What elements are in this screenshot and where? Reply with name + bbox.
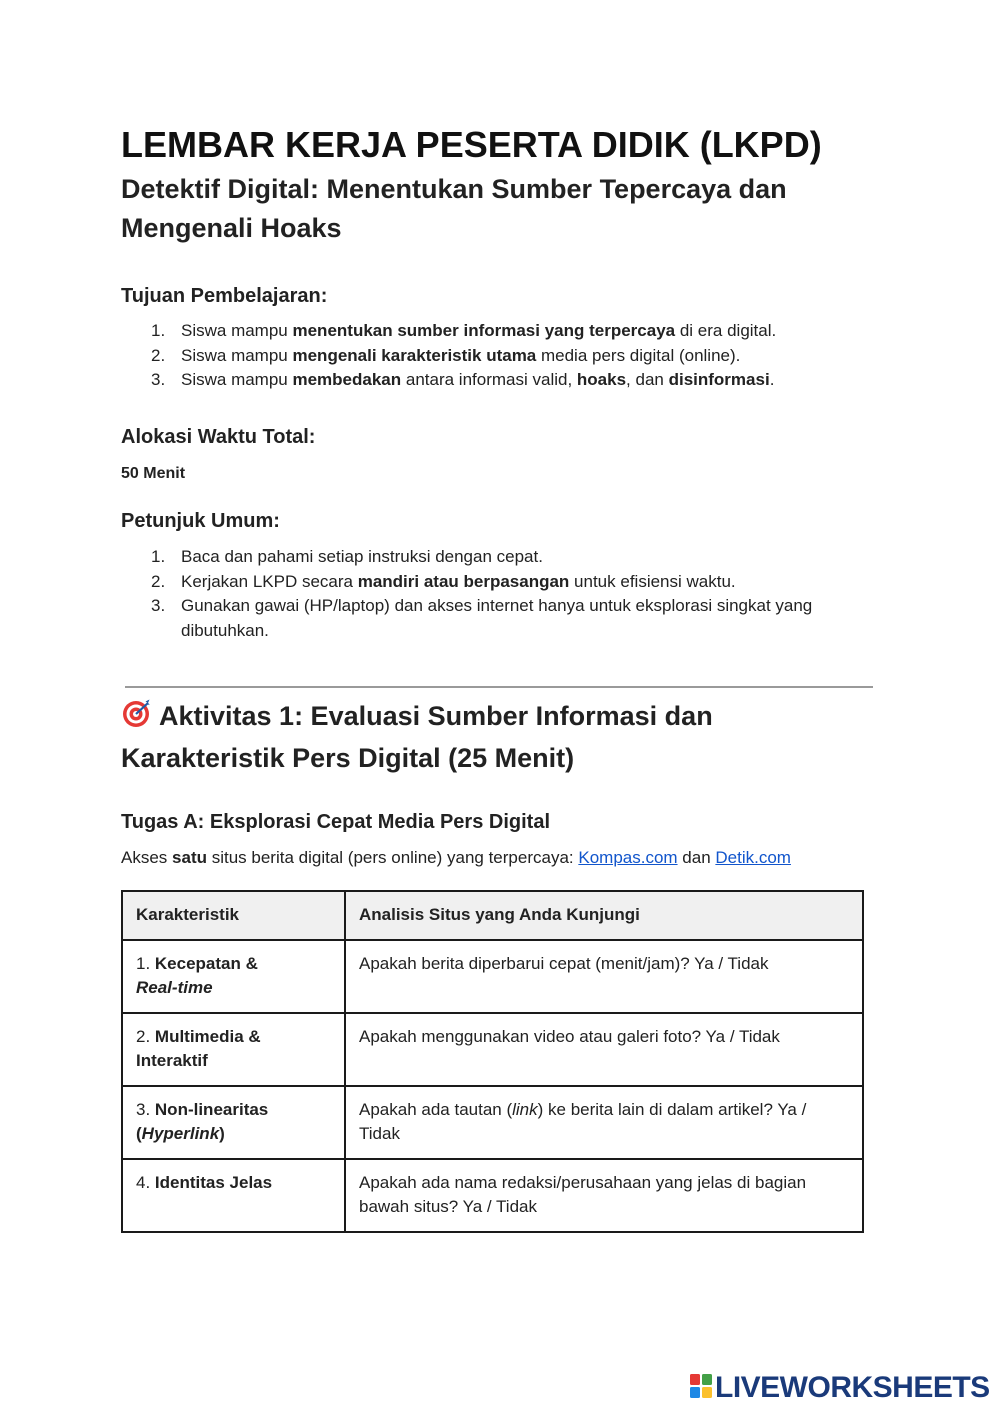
tujuan-list xyxy=(121,319,881,393)
table-cell: 3. Non-linearitas (Hyperlink) xyxy=(122,1086,345,1159)
list-item: 2. Kerjakan LKPD secara mandiri atau berpasangan untuk efisiensi waktu. xyxy=(151,571,736,591)
tugas-a-intro: Akses satu situs berita digital (pers online) yang terpercaya: Kompas.com dan Detik.com xyxy=(121,848,791,867)
table-cell: 4. Identitas Jelas xyxy=(122,1159,345,1232)
table-cell: Apakah ada tautan (link) ke berita lain di dalam artikel? Ya / Tidak xyxy=(345,1086,863,1159)
aktivitas-1-title: Aktivitas 1: Evaluasi Sumber Informasi dan Karakteristik Pers Digital (25 Menit) xyxy=(121,701,713,773)
table-cell: Apakah menggunakan video atau galeri foto? Ya / Tidak xyxy=(345,1013,863,1086)
petunjuk-heading: Petunjuk Umum: xyxy=(121,510,280,532)
table-header-row xyxy=(122,891,863,940)
liveworksheets-logo-icon xyxy=(690,1374,712,1403)
table-cell: Apakah berita diperbarui cepat (menit/jam)? Ya / Tidak xyxy=(345,940,863,1013)
table-cell: 1. Kecepatan & Real-time xyxy=(122,940,345,1013)
petunjuk-list xyxy=(121,545,881,643)
table-row xyxy=(122,940,863,1013)
tujuan-heading: Tujuan Pembelajaran: xyxy=(121,285,328,307)
list-item: 3. Gunakan gawai (HP/laptop) dan akses internet hanya untuk eksplorasi singkat yang dibutuhkan. xyxy=(151,596,813,640)
liveworksheets-logo[interactable] xyxy=(690,1372,990,1404)
table-row xyxy=(122,1086,863,1159)
alokasi-value: 50 Menit xyxy=(121,465,186,482)
section-divider xyxy=(125,686,873,688)
page-title: LEMBAR KERJA PESERTA DIDIK (LKPD) xyxy=(121,124,822,165)
column-header: Karakteristik xyxy=(122,891,345,940)
list-item: 1. Baca dan pahami setiap instruksi dengan cepat. xyxy=(151,547,543,566)
tugas-a-heading: Tugas A: Eksplorasi Cepat Media Pers Digital xyxy=(121,811,551,833)
liveworksheets-logo-text: LIVEWORKSHEETS xyxy=(715,1371,990,1404)
list-item: 2. Siswa mampu mengenali karakteristik utama media pers digital (online). xyxy=(151,345,741,365)
table-cell: Apakah ada nama redaksi/perusahaan yang jelas di bagian bawah situs? Ya / Tidak xyxy=(345,1159,863,1232)
column-header: Analisis Situs yang Anda Kunjungi xyxy=(345,891,863,940)
table-cell: 2. Multimedia & Interaktif xyxy=(122,1013,345,1086)
table-row xyxy=(122,1159,863,1232)
list-item: 3. Siswa mampu membedakan antara informasi valid, hoaks, dan disinformasi. xyxy=(151,370,775,389)
table-row xyxy=(122,1013,863,1086)
karakteristik-table xyxy=(121,890,864,1233)
direct-hit-icon xyxy=(121,699,151,739)
kompas-link[interactable]: Kompas.com xyxy=(578,848,678,867)
alokasi-heading: Alokasi Waktu Total: xyxy=(121,426,316,448)
list-item: 1. Siswa mampu menentukan sumber informasi yang terpercaya di era digital. xyxy=(151,321,777,340)
page-subtitle: Detektif Digital: Menentukan Sumber Tepercaya dan Mengenali Hoaks xyxy=(121,174,787,243)
detik-link[interactable]: Detik.com xyxy=(715,848,791,867)
